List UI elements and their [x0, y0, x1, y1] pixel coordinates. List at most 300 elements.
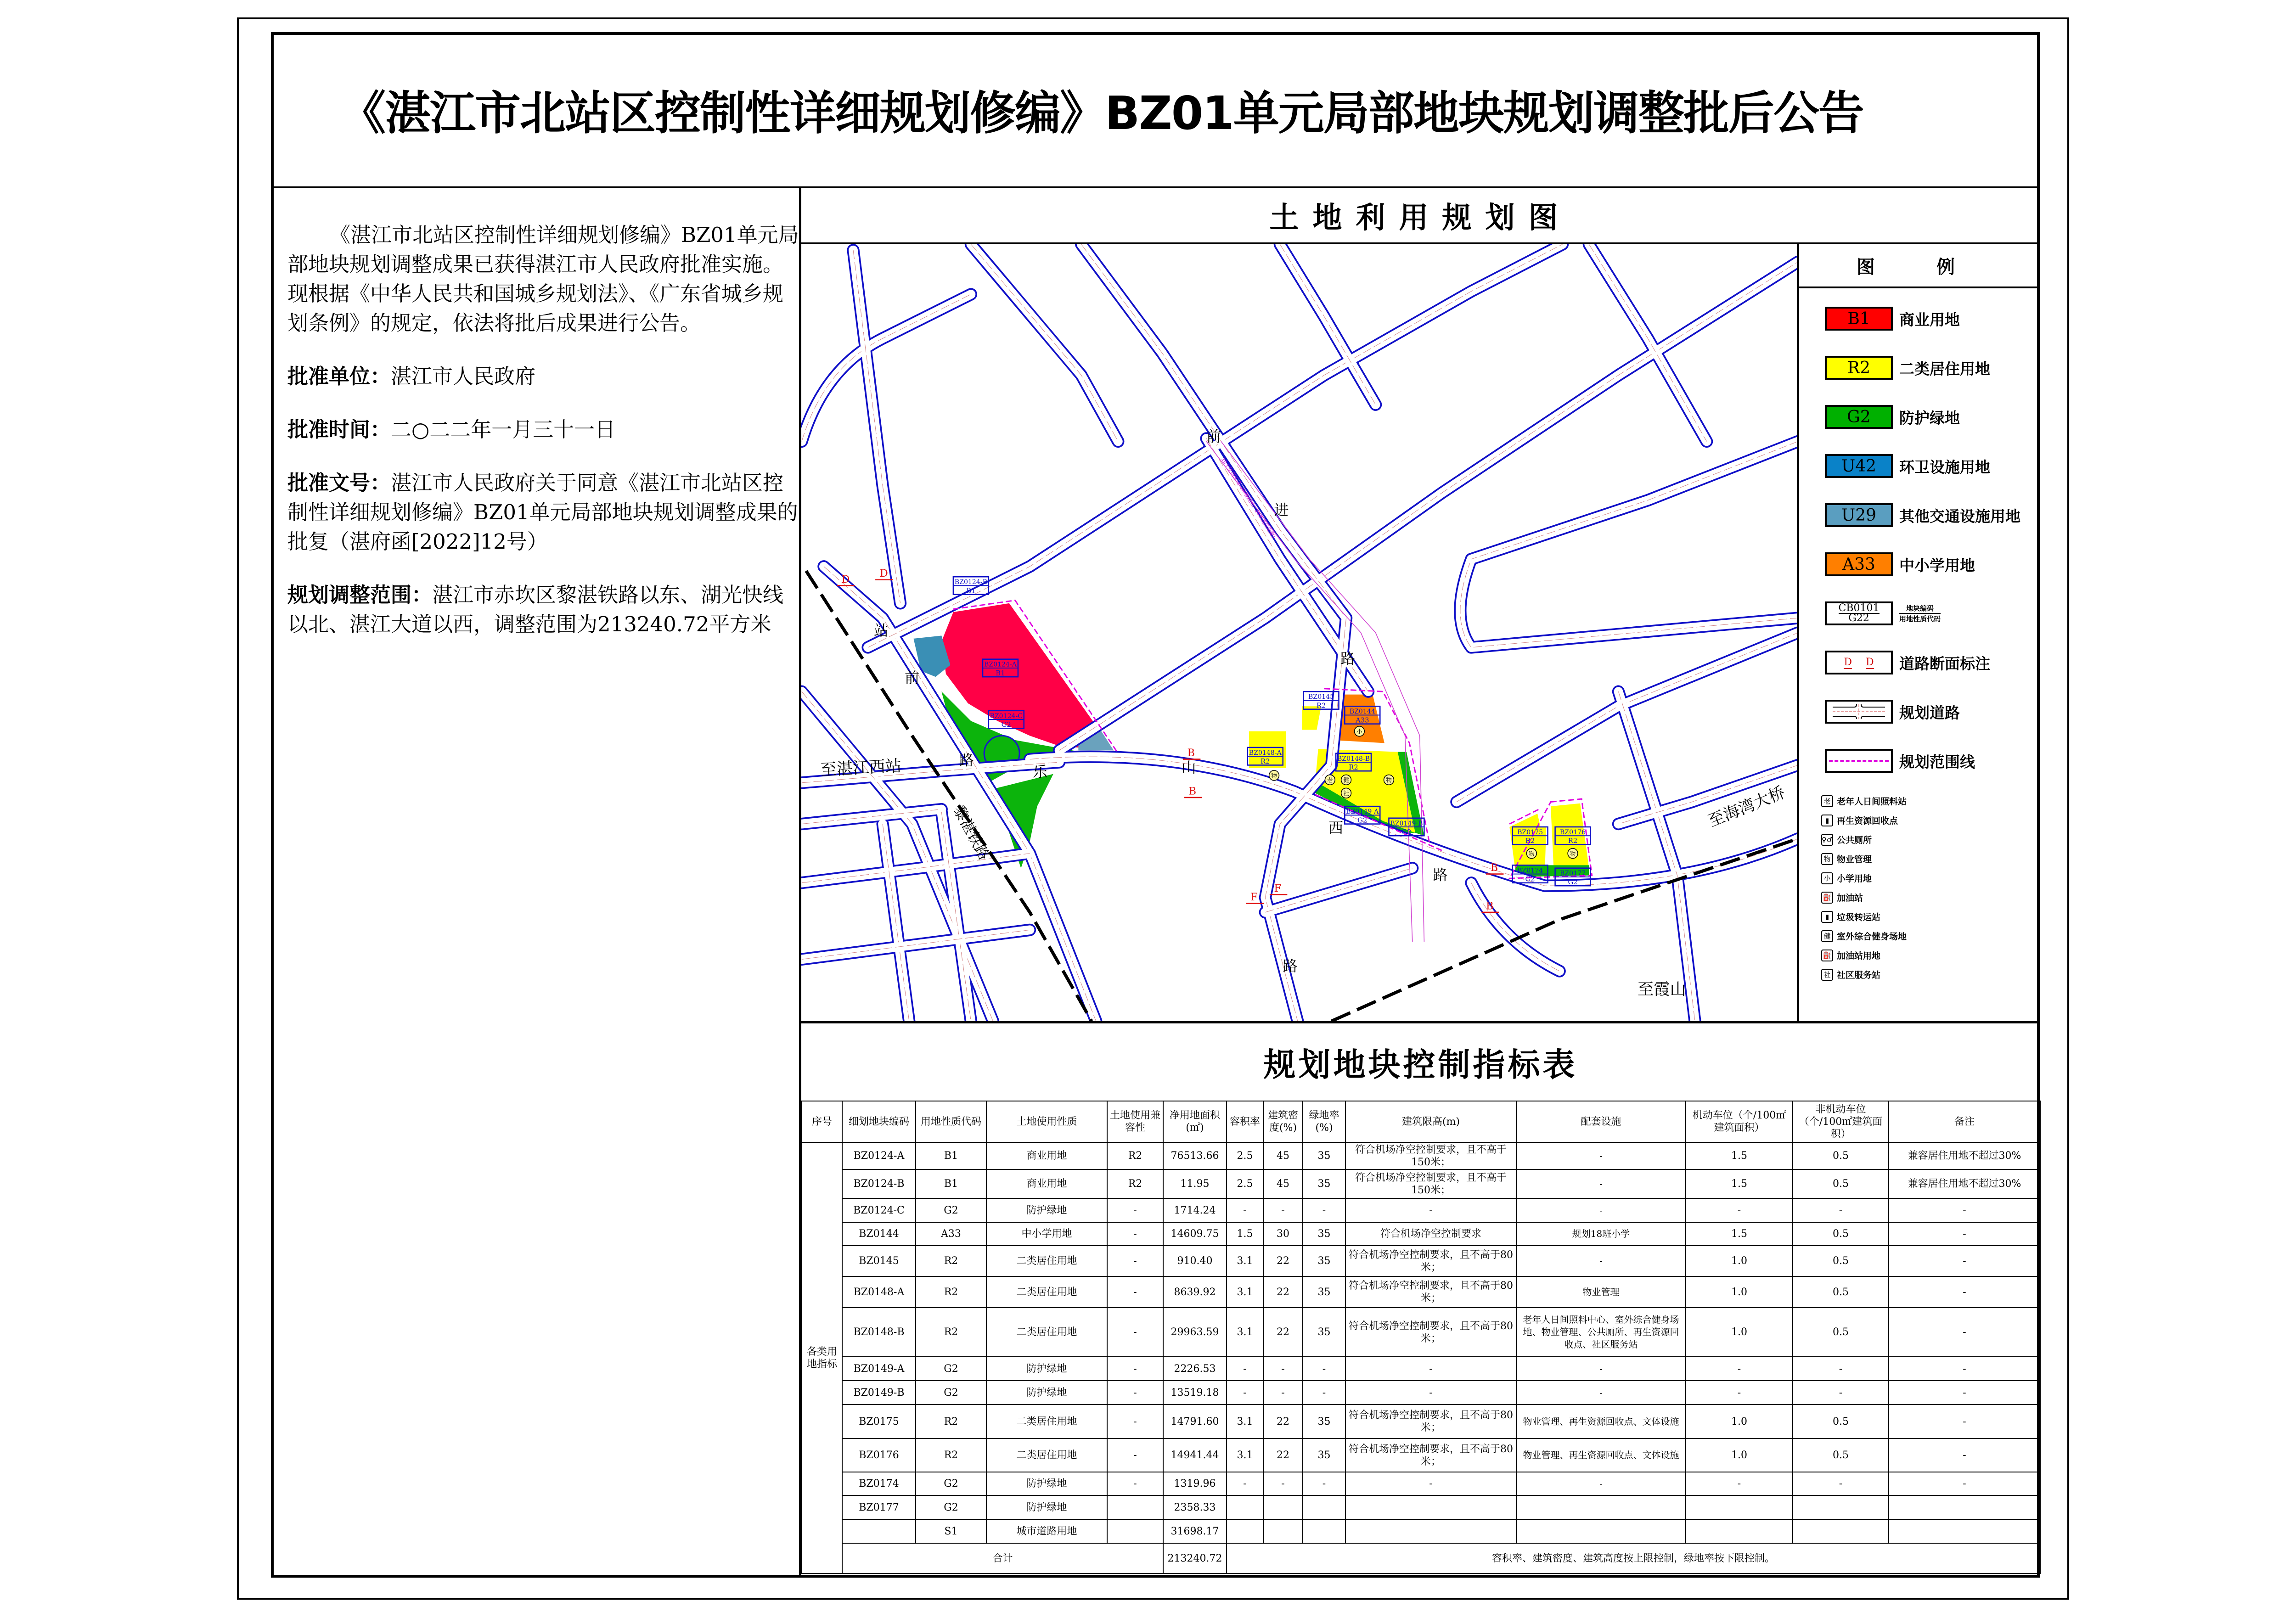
table-cell: - [1227, 1381, 1263, 1405]
table-cell: 0.5 [1793, 1142, 1889, 1169]
legend-parcel-code-label [1899, 603, 1941, 624]
table-cell [1686, 1495, 1793, 1519]
table-cell: 22 [1263, 1246, 1303, 1276]
table-cell: - [1889, 1308, 2040, 1357]
parcel-use-code: B1 [996, 669, 1005, 677]
planned-road-symbol [1829, 703, 1889, 720]
parcel-code: BZ0175 [1517, 829, 1543, 837]
legend-parcel-code-bottom: G22 [1848, 612, 1869, 624]
table-cell: 29963.59 [1163, 1308, 1227, 1357]
table-cell: 14609.75 [1163, 1222, 1227, 1246]
table-cell: 30 [1263, 1222, 1303, 1246]
table-cell: R2 [916, 1246, 986, 1276]
table-cell: S1 [916, 1519, 986, 1543]
table-cell: 3.1 [1227, 1276, 1263, 1308]
legend-item-planned-road [1825, 700, 1960, 724]
table-cell: 1.5 [1686, 1169, 1793, 1198]
legend-swatch: U42 [1825, 454, 1893, 478]
legend-facility-label: 垃圾转运站 [1837, 912, 1881, 922]
legend-swatch: U29 [1825, 503, 1893, 527]
total-note: 容积率、建筑密度、建筑高度按上限控制，绿地率按下限控制。 [1227, 1543, 2040, 1573]
road-name-label: 西 [1328, 819, 1344, 837]
column-header: 净用地面积(㎡) [1163, 1101, 1227, 1142]
parcel-use-code: G2 [1001, 721, 1011, 729]
table-cell: - [1263, 1198, 1303, 1222]
table-row [802, 1142, 2040, 1169]
legend-facility-item [1821, 949, 1880, 961]
notice-panel [271, 188, 801, 1578]
legend-swatch: R2 [1825, 356, 1893, 380]
parcel-use-code: G2 [1401, 828, 1412, 837]
road-name-label: 乐 [1032, 763, 1048, 781]
road-name-label: 路 [959, 751, 974, 769]
table-cell: 二类居住用地 [986, 1438, 1107, 1472]
table-cell: - [1889, 1381, 2040, 1405]
facility-marker-glyph: 物 [1271, 772, 1277, 780]
parcel-code: BZ0148-A [1249, 749, 1282, 757]
adjust-scope [287, 580, 802, 639]
facility-icon: ▮ [1821, 911, 1833, 923]
table-cell: 22 [1263, 1308, 1303, 1357]
parcel-code: BZ0124-B [954, 579, 987, 586]
road-centerline [883, 824, 909, 1021]
table-cell: 1.0 [1686, 1246, 1793, 1276]
legend-item-boundary [1825, 749, 1975, 773]
approval-doc [287, 468, 802, 556]
legend-label: 环卫设施用地 [1899, 458, 1990, 476]
table-cell: 0.5 [1793, 1222, 1889, 1246]
table-cell: 二类居住用地 [986, 1246, 1107, 1276]
table-cell: BZ0177 [842, 1495, 916, 1519]
parcel-use-code: G2 [1357, 816, 1367, 825]
table-row [802, 1198, 2040, 1222]
table-cell: BZ0148-A [842, 1276, 916, 1308]
column-header: 备注 [1889, 1101, 2040, 1142]
legend-item-a33 [1825, 552, 1975, 576]
table-cell [842, 1519, 916, 1543]
legend-facility-item [1821, 968, 1880, 981]
table-cell: 防护绿地 [986, 1381, 1107, 1405]
legend-item-road-section [1825, 651, 1990, 674]
table-cell [1227, 1519, 1263, 1543]
table-cell: 二类居住用地 [986, 1405, 1107, 1438]
road-name-label: 前 [905, 669, 920, 686]
adjust-scope-value: 湛江市赤坎区黎湛铁路以东、湖光快线以北、湛江大道以西，调整范围为213240.72平方米 [287, 583, 784, 636]
table-cell: 35 [1303, 1169, 1345, 1198]
table-cell [1793, 1495, 1889, 1519]
table-title: 规划地块控制指标表 [1263, 1045, 1578, 1084]
legend-item-r2 [1825, 356, 1990, 380]
table-cell: 1319.96 [1163, 1472, 1227, 1495]
table-cell [1793, 1519, 1889, 1543]
road-surface [1589, 244, 1706, 441]
table-cell: 2226.53 [1163, 1357, 1227, 1381]
parcel-code: BZ0124-C [990, 712, 1023, 720]
parcel-use-code: R2 [1525, 837, 1535, 845]
facility-icon: ▮ [1821, 815, 1833, 826]
table-cell: 35 [1303, 1222, 1345, 1246]
table-row [802, 1308, 2040, 1357]
table-cell: - [1889, 1246, 2040, 1276]
table-cell: - [1516, 1169, 1686, 1198]
table-cell: 老年人日间照料中心、室外综合健身场地、物业管理、公共厕所、再生资源回收点、社区服务站 [1516, 1308, 1686, 1357]
legend-label-land-use-code: 用地性质代码 [1899, 615, 1941, 623]
table-cell [1263, 1495, 1303, 1519]
parcel-use-code: R2 [1349, 764, 1358, 772]
table-cell: BZ0149-B [842, 1381, 916, 1405]
table-cell: - [1303, 1472, 1345, 1495]
table-cell: 14941.44 [1163, 1438, 1227, 1472]
legend-item-b1 [1825, 307, 1960, 331]
table-cell: - [1516, 1381, 1686, 1405]
facility-marker-glyph: 物 [1528, 850, 1535, 858]
table-cell: 22 [1263, 1405, 1303, 1438]
table-cell: 13519.18 [1163, 1381, 1227, 1405]
parcel-code: BZ0148-B [1337, 755, 1370, 763]
legend-facility-label: 室外综合健身场地 [1837, 932, 1907, 942]
legend-parcel-code-top: CB0101 [1838, 602, 1880, 614]
notice-intro: 《湛江市北站区控制性详细规划修编》BZ01单元局部地块规划调整成果已获得湛江市人民政府批准实施。现根据《中华人民共和国城乡规划法》、《广东省城乡规划条例》的规定，依法将批后成果进行公告。 [287, 223, 799, 335]
table-cell: 二类居住用地 [986, 1276, 1107, 1308]
legend-title: 图 例 [1799, 244, 2040, 288]
column-header: 土地使用兼容性 [1107, 1101, 1163, 1142]
table-cell: R2 [916, 1438, 986, 1472]
table-cell: - [1107, 1472, 1163, 1495]
road-name-label: 黎湛铁路 [950, 803, 993, 863]
legend-label: 规划道路 [1899, 703, 1960, 722]
road-section-mark: F [1274, 882, 1282, 894]
parcel-use-code: G2 [1525, 875, 1535, 883]
facility-marker-glyph: 物 [1386, 777, 1392, 784]
table-cell: 1.5 [1686, 1142, 1793, 1169]
legend-facility-item [1821, 795, 1907, 807]
table-cell: 符合机场净空控制要求，且不高于80米； [1345, 1438, 1516, 1472]
legend [1797, 244, 2040, 1021]
table-cell: 2358.33 [1163, 1495, 1227, 1519]
planned-road-icon [1825, 700, 1893, 724]
table-cell: 35 [1303, 1276, 1345, 1308]
legend-item-g2 [1825, 405, 1960, 429]
approval-unit [287, 362, 802, 391]
road-section-mark: B [1490, 862, 1498, 874]
legend-item-parcel-code [1825, 601, 1941, 625]
table-cell [1889, 1519, 2040, 1543]
parcel-code: BZ0149-B [1390, 820, 1423, 827]
table-cell: - [1345, 1472, 1516, 1495]
facility-icon: ♀♂ [1821, 834, 1833, 846]
legend-facility-label: 公共厕所 [1837, 835, 1872, 845]
land-use-map [801, 244, 1797, 1021]
table-cell: 规划18班小学 [1516, 1222, 1686, 1246]
legend-facility-label: 社区服务站 [1837, 970, 1881, 980]
legend-facility-item [1821, 891, 1863, 904]
parcel-code: BZ0145 [1308, 693, 1334, 701]
facility-icon: ⛽ [1821, 892, 1833, 904]
table-cell: 商业用地 [986, 1142, 1107, 1169]
legend-facility-item [1821, 814, 1898, 826]
parcel-code: BZ0144 [1349, 708, 1375, 716]
road-name-label: 路 [1433, 866, 1448, 884]
table-cell: 兼容居住用地不超过30% [1889, 1169, 2040, 1198]
table-cell: 1.5 [1227, 1222, 1263, 1246]
table-cell: 符合机场净空控制要求，且不高于150米； [1345, 1169, 1516, 1198]
table-cell: B1 [916, 1142, 986, 1169]
legend-facility-label: 小学用地 [1837, 874, 1872, 884]
table-cell: 中小学用地 [986, 1222, 1107, 1246]
column-header: 非机动车位（个/100㎡建筑面积） [1793, 1101, 1889, 1142]
table-cell: G2 [916, 1381, 986, 1405]
legend-facility-label: 加油站用地 [1837, 951, 1881, 961]
table-cell: R2 [1107, 1169, 1163, 1198]
legend-label: 规划范围线 [1899, 753, 1975, 771]
table-cell: - [1227, 1357, 1263, 1381]
place-label: 至霞山 [1638, 980, 1686, 999]
approval-doc-label: 批准文号： [287, 471, 391, 495]
facility-icon: 老 [1821, 795, 1833, 807]
table-cell: 35 [1303, 1438, 1345, 1472]
table-cell: 45 [1263, 1142, 1303, 1169]
table-cell: 1714.24 [1163, 1198, 1227, 1222]
table-cell: 物业管理、再生资源回收点、文体设施 [1516, 1405, 1686, 1438]
legend-facility-item [1821, 930, 1907, 942]
table-cell: BZ0145 [842, 1246, 916, 1276]
table-cell: - [1686, 1381, 1793, 1405]
table-cell: - [1889, 1357, 2040, 1381]
road-centerline [802, 294, 971, 441]
table-cell: A33 [916, 1222, 986, 1246]
table-cell: R2 [916, 1405, 986, 1438]
table-cell [1686, 1519, 1793, 1543]
table-cell: G2 [916, 1472, 986, 1495]
table-cell: BZ0124-A [842, 1142, 916, 1169]
table-cell [1889, 1495, 2040, 1519]
legend-facility-item [1821, 833, 1872, 846]
table-row [802, 1357, 2040, 1381]
road-surface [802, 294, 971, 441]
table-cell: BZ0148-B [842, 1308, 916, 1357]
approval-time-label: 批准时间： [287, 417, 391, 442]
approval-unit-value: 湛江市人民政府 [391, 364, 536, 388]
road-section-mark: D [841, 573, 850, 586]
table-cell: 防护绿地 [986, 1495, 1107, 1519]
column-header: 细划地块编码 [842, 1101, 916, 1142]
table-cell: 35 [1303, 1308, 1345, 1357]
table-cell: 0.5 [1793, 1169, 1889, 1198]
parcel-code: BZ0149-A [1346, 808, 1379, 816]
legend-item-u42 [1825, 454, 1990, 478]
table-cell: BZ0149-A [842, 1357, 916, 1381]
control-index-table [801, 1101, 2041, 1574]
table-cell: 物业管理、再生资源回收点、文体设施 [1516, 1438, 1686, 1472]
table-cell [1345, 1519, 1516, 1543]
road-name-label: 站 [873, 622, 889, 640]
table-cell [1516, 1495, 1686, 1519]
parcel-use-code: A33 [1356, 716, 1369, 725]
table-cell: - [1227, 1198, 1263, 1222]
table-cell: 1.5 [1686, 1222, 1793, 1246]
legend-label: 商业用地 [1899, 310, 1960, 329]
table-row [802, 1276, 2040, 1308]
page-title: 《湛江市北站区控制性详细规划修编》BZ01单元局部地块规划调整批后公告 [340, 86, 1863, 140]
table-cell: 1.0 [1686, 1308, 1793, 1357]
table-cell [1303, 1495, 1345, 1519]
table-cell: - [1107, 1405, 1163, 1438]
table-cell: - [1107, 1276, 1163, 1308]
total-label: 合计 [842, 1543, 1163, 1573]
place-label: 至湛江西站 [820, 756, 902, 780]
table-cell: 商业用地 [986, 1169, 1107, 1198]
table-row [802, 1169, 2040, 1198]
facility-marker-glyph: 小 [1356, 728, 1362, 736]
table-cell: 兼容居住用地不超过30% [1889, 1142, 2040, 1169]
table-cell: - [1345, 1381, 1516, 1405]
map-title: 土地利用规划图 [1269, 201, 1572, 235]
table-cell: - [1793, 1198, 1889, 1222]
table-cell: - [1516, 1142, 1686, 1169]
table-cell: 符合机场净空控制要求，且不高于80米； [1345, 1276, 1516, 1308]
table-row [802, 1405, 2040, 1438]
table-cell: 符合机场净空控制要求 [1345, 1222, 1516, 1246]
table-cell: - [1889, 1438, 2040, 1472]
legend-facility-label: 物业管理 [1837, 854, 1872, 865]
legend-label: 二类居住用地 [1899, 360, 1990, 378]
column-header: 用地性质代码 [916, 1101, 986, 1142]
table-cell: 3.1 [1227, 1308, 1263, 1357]
title-row [271, 32, 2040, 188]
road-section-mark: B [1187, 747, 1195, 759]
table-cell: BZ0176 [842, 1438, 916, 1472]
facility-marker-glyph: 物 [1570, 850, 1576, 858]
parcel-code: BZ0176 [1560, 829, 1586, 837]
legend-swatch: B1 [1825, 307, 1893, 331]
table-cell: G2 [916, 1198, 986, 1222]
facility-icon: 小 [1821, 872, 1833, 884]
legend-facility-item [1821, 910, 1880, 923]
legend-label-parcel-code: 地块编码 [1899, 603, 1941, 614]
table-row [802, 1381, 2040, 1405]
table-cell: 76513.66 [1163, 1142, 1227, 1169]
table-cell: 符合机场净空控制要求，且不高于80米； [1345, 1246, 1516, 1276]
table-cell: 31698.17 [1163, 1519, 1227, 1543]
table-cell: - [1889, 1472, 2040, 1495]
road-surface [1280, 244, 1375, 405]
table-cell: 0.5 [1793, 1276, 1889, 1308]
powerline-note: 10千伏高压线（同塔双回，24米高压走廊） [1220, 456, 1278, 542]
table-cell: - [1889, 1198, 2040, 1222]
table-cell: - [1345, 1357, 1516, 1381]
facility-marker-glyph: 老 [1327, 777, 1333, 784]
table-cell: - [1793, 1381, 1889, 1405]
facility-icon: 社 [1821, 969, 1833, 981]
table-cell: - [1303, 1357, 1345, 1381]
column-header: 配套设施 [1516, 1101, 1686, 1142]
total-area: 213240.72 [1163, 1543, 1227, 1573]
facility-icon: 物 [1821, 853, 1833, 865]
table-row [802, 1438, 2040, 1472]
table-cell: 1.0 [1686, 1276, 1793, 1308]
table-cell: B1 [916, 1169, 986, 1198]
table-cell: - [1516, 1198, 1686, 1222]
table-cell: - [1516, 1472, 1686, 1495]
boundary-line-icon [1825, 749, 1893, 773]
table-cell: BZ0174 [842, 1472, 916, 1495]
road-name-label: 山 [1181, 759, 1196, 776]
table-cell: - [1263, 1472, 1303, 1495]
facility-icon: ⛽ [1821, 950, 1833, 961]
road-name-label: 路 [1283, 957, 1298, 975]
column-header: 机动车位（个/100㎡建筑面积） [1686, 1101, 1793, 1142]
road-surface [1471, 441, 1797, 559]
table-cell: R2 [1107, 1142, 1163, 1169]
table-cell: 防护绿地 [986, 1198, 1107, 1222]
table-cell: R2 [916, 1276, 986, 1308]
table-cell [1263, 1519, 1303, 1543]
table-cell [1303, 1519, 1345, 1543]
legend-facility-item [1821, 853, 1872, 865]
road-surface [853, 250, 900, 603]
land-use-map-canvas [801, 244, 1797, 1021]
parcel-use-code: R2 [1261, 758, 1270, 766]
road-section-mark: D [1844, 656, 1852, 668]
table-cell: - [1303, 1381, 1345, 1405]
legend-label: 中小学用地 [1899, 556, 1975, 574]
parcel-code: BZ0124-A [984, 661, 1017, 669]
legend-parcel-code-swatch [1825, 601, 1893, 625]
table-cell: 物业管理 [1516, 1276, 1686, 1308]
table-cell: - [1107, 1198, 1163, 1222]
table-cell: - [1793, 1357, 1889, 1381]
table-row [802, 1222, 2040, 1246]
table-cell: - [1107, 1357, 1163, 1381]
table-cell: - [1516, 1246, 1686, 1276]
approval-unit-label: 批准单位： [287, 364, 391, 388]
table-cell: BZ0175 [842, 1405, 916, 1438]
table-cell: 8639.92 [1163, 1276, 1227, 1308]
table-cell: 防护绿地 [986, 1472, 1107, 1495]
table-header-row [802, 1101, 2040, 1142]
table-cell: 22 [1263, 1276, 1303, 1308]
table-cell: R2 [916, 1308, 986, 1357]
column-header: 容积率 [1227, 1101, 1263, 1142]
table-cell: BZ0144 [842, 1222, 916, 1246]
facility-marker-glyph: 健 [1343, 777, 1349, 784]
table-cell: - [1889, 1222, 2040, 1246]
table-cell: BZ0124-C [842, 1198, 916, 1222]
legend-swatch: A33 [1825, 552, 1893, 576]
legend-facility-label: 老年人日间照料站 [1837, 797, 1907, 807]
table-cell: 1.0 [1686, 1438, 1793, 1472]
adjust-scope-label: 规划调整范围： [287, 583, 433, 607]
legend-road-section-swatch [1825, 651, 1893, 674]
road-section-mark: D [1866, 656, 1874, 668]
table-cell: - [1793, 1472, 1889, 1495]
table-cell: 符合机场净空控制要求，且不高于80米； [1345, 1308, 1516, 1357]
table-cell [1107, 1519, 1163, 1543]
table-total-row [802, 1543, 2040, 1573]
table-cell: - [1889, 1276, 2040, 1308]
table-cell: 2.5 [1227, 1169, 1263, 1198]
legend-label: 道路断面标注 [1899, 654, 1990, 673]
parcel-code: BZ0177 [1560, 870, 1586, 877]
table-cell: G2 [916, 1357, 986, 1381]
parcel-use-code: R2 [1568, 837, 1578, 845]
column-header: 序号 [802, 1101, 842, 1142]
parcel-use-code: G2 [1568, 878, 1578, 886]
table-cell: - [1516, 1357, 1686, 1381]
table-cell: G2 [916, 1495, 986, 1519]
parcel-use-code: B1 [966, 587, 976, 595]
column-header: 建筑限高(m) [1345, 1101, 1516, 1142]
